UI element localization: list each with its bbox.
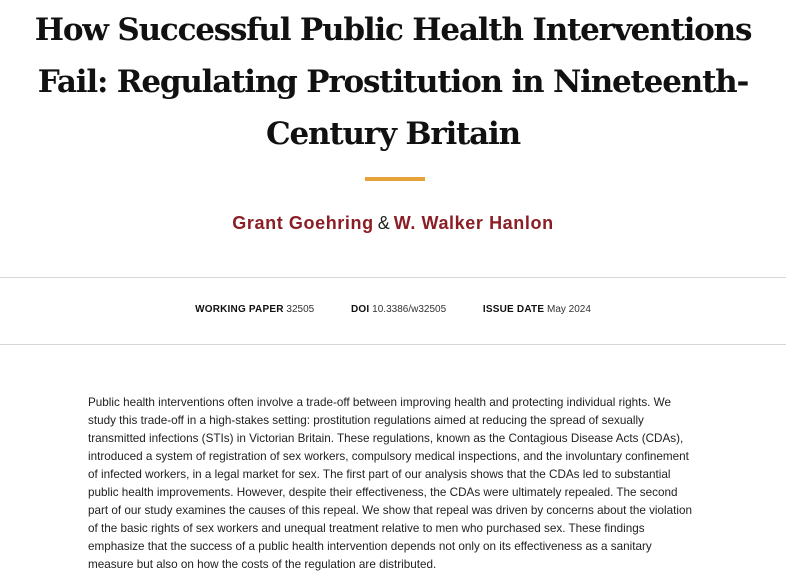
- abstract-text: Public health interventions often involve a trade-off between improving health and protecting individual rights. We study this trade-off in a high-stakes setting: prostitution regulations aimed at reducing the spread of sexually transmitted infections (STIs) in Victorian Britain. These regulations, known as the Contagious Disease Acts (CDAs), introduced a system of registration of sex workers, compulsory medical inspections, and the involuntary confinement of infected workers, in a legal market for sex. The first part of our analysis shows that the CDAs led to substantial public health improvements. However, despite their effectiveness, the CDAs were ultimately repealed. The second part of our study examines the causes of this repeal. We show that repeal was driven by concerns about the violation of the basic rights of sex workers and unequal treatment relative to men who purchased sex. These findings emphasize that the success of a public health intervention depends not only on its effectiveness as a sanitary measure but also on how the costs of the regulation are distributed.: [88, 396, 692, 571]
- page-title: How Successful Public Health Interventions Fail: Regulating Prostitution in Nineteenth-Century Britain: [34, 12, 752, 152]
- paper-metadata: [0, 303, 786, 317]
- doi-label: DOI: [351, 304, 370, 315]
- doi-value[interactable]: 10.3386/w32505: [372, 304, 447, 315]
- working-paper-meta: [195, 303, 314, 317]
- issue-date-label: ISSUE DATE: [482, 304, 545, 315]
- working-paper-label: WORKING PAPER: [195, 304, 284, 315]
- working-paper-number: 32505: [286, 304, 315, 315]
- issue-date-meta: [483, 303, 591, 317]
- divider-top: [0, 277, 786, 278]
- accent-divider: [365, 177, 425, 181]
- author-separator: &: [377, 213, 390, 233]
- author-link-hanlon[interactable]: W. Walker Hanlon: [393, 213, 554, 233]
- doi-meta: [351, 303, 446, 317]
- author-list: [0, 211, 786, 235]
- issue-date-value: May 2024: [546, 304, 591, 315]
- divider-bottom: [0, 344, 786, 345]
- author-link-goehring[interactable]: Grant Goehring: [232, 213, 374, 233]
